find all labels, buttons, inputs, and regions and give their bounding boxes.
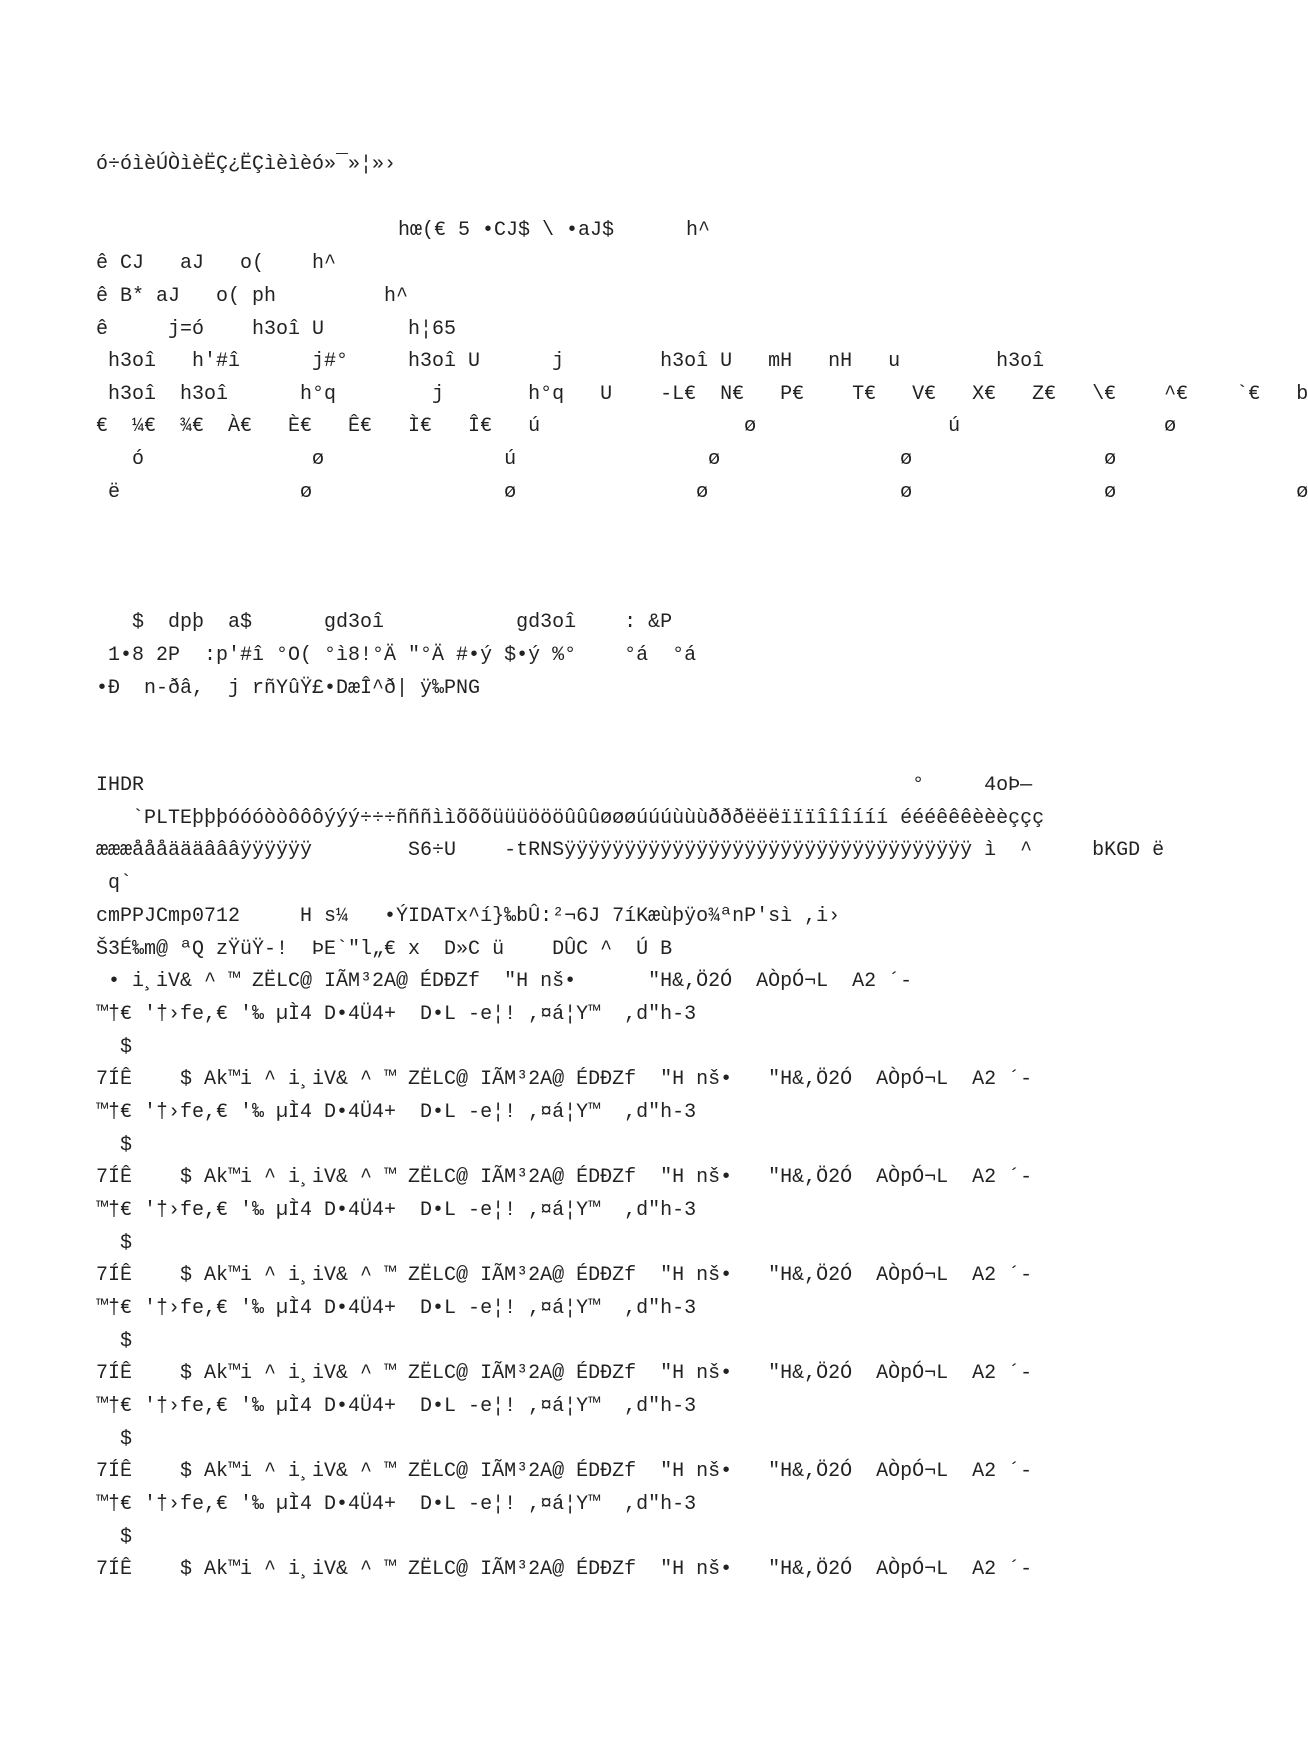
text-line-22: $ [96, 1036, 133, 1059]
text-line-10: ë ø ø ø ø ø ø [96, 481, 1308, 504]
text-line-2: hœ(€ 5 •CJ$ \ •aJ$ h^ [398, 219, 711, 242]
text-line-38: 7ÍÊ $ Ak™i ^ i¸iV& ^ ™ ZËLC@ IÃM³2A@ ÉDÐZf "H nš• "H&,Ö2Ó AÒpÓ¬L A2 ´- [96, 1558, 1033, 1581]
text-line-13: •Ð n-ðâ, j rñYûŸ£•DæÎ^ð| ÿ‰PNG [96, 677, 481, 700]
text-line-15: `PLTEþþþóóóòòôôôýýý÷÷÷ñññììõõõüüüöööûûûøøøúúúùùùðððëëëïïïîîîííí éééêêêèèèççç [96, 807, 1045, 830]
text-line-8: € ¼€ ¾€ À€ È€ Ê€ Ì€ Î€ ú ø ú ø [96, 415, 1177, 438]
text-line-20: • i¸iV& ^ ™ ZËLC@ IÃM³2A@ ÉDÐZf "H nš• "H&,Ö2Ó AÒpÓ¬L A2 ´- [96, 970, 913, 993]
text-line-19: Š3É‰m@ ªQ zŸüŸ-! ÞE`"l„€ x D»C ü DÛC ^ Ú B [96, 938, 673, 961]
text-line-28: $ [96, 1232, 133, 1255]
text-line-29: 7ÍÊ $ Ak™i ^ i¸iV& ^ ™ ZËLC@ IÃM³2A@ ÉDÐZf "H nš• "H&,Ö2Ó AÒpÓ¬L A2 ´- [96, 1264, 1033, 1287]
text-line-31: $ [96, 1330, 133, 1353]
text-line-4: ê B* aJ o( ph h^ [96, 285, 409, 308]
text-line-36: ™†€ '†›fe,€ '‰ µÌ4 D•4Ü4+ D•L -e¦! ,¤á¦Y™ ,d"h-3 [96, 1493, 697, 1516]
text-line-7: h3oî h3oî h°q j h°q U -L€ N€ P€ T€ V€ X€ Z€ \€ ^€ `€ b [96, 383, 1308, 406]
text-line-35: 7ÍÊ $ Ak™i ^ i¸iV& ^ ™ ZËLC@ IÃM³2A@ ÉDÐZf "H nš• "H&,Ö2Ó AÒpÓ¬L A2 ´- [96, 1460, 1033, 1483]
text-line-30: ™†€ '†›fe,€ '‰ µÌ4 D•4Ü4+ D•L -e¦! ,¤á¦Y™ ,d"h-3 [96, 1297, 697, 1320]
text-line-16: æææåååäääâââÿÿÿÿÿÿ S6÷U -tRNSÿÿÿÿÿÿÿÿÿÿÿÿÿÿÿÿÿÿÿÿÿÿÿÿÿÿÿÿÿÿÿÿÿÿ ì ^ bKGD ë [96, 839, 1165, 862]
text-line-26: 7ÍÊ $ Ak™i ^ i¸iV& ^ ™ ZËLC@ IÃM³2A@ ÉDÐZf "H nš• "H&,Ö2Ó AÒpÓ¬L A2 ´- [96, 1166, 1033, 1189]
text-line-14: IHDR ° 4oÞ— [96, 774, 1033, 797]
text-line-1: ó÷óìèÚÒìèËÇ¿ËÇìèìèó»¯»¦»› [96, 153, 397, 176]
text-line-6: h3oî h'#î j#° h3oî U j h3oî U mH nH u h3oî [96, 350, 1045, 373]
text-line-34: $ [96, 1428, 133, 1451]
text-line-32: 7ÍÊ $ Ak™i ^ i¸iV& ^ ™ ZËLC@ IÃM³2A@ ÉDÐZf "H nš• "H&,Ö2Ó AÒpÓ¬L A2 ´- [96, 1362, 1033, 1385]
text-line-27: ™†€ '†›fe,€ '‰ µÌ4 D•4Ü4+ D•L -e¦! ,¤á¦Y™ ,d"h-3 [96, 1199, 697, 1222]
text-line-5: ê j=ó h3oî U h¦65 [96, 318, 457, 341]
text-line-17: q` [96, 872, 133, 895]
text-line-12: 1•8 2P :p'#î °O( °ì8!°Ä "°Ä #•ý $•ý %° °á °á [96, 644, 697, 667]
text-line-21: ™†€ '†›fe,€ '‰ µÌ4 D•4Ü4+ D•L -e¦! ,¤á¦Y™ ,d"h-3 [96, 1003, 697, 1026]
text-line-37: $ [96, 1526, 133, 1549]
text-line-25: $ [96, 1134, 133, 1157]
text-line-23: 7ÍÊ $ Ak™i ^ i¸iV& ^ ™ ZËLC@ IÃM³2A@ ÉDÐZf "H nš• "H&,Ö2Ó AÒpÓ¬L A2 ´- [96, 1068, 1033, 1091]
text-line-33: ™†€ '†›fe,€ '‰ µÌ4 D•4Ü4+ D•L -e¦! ,¤á¦Y™ ,d"h-3 [96, 1395, 697, 1418]
text-line-11: $ dpþ a$ gd3oî gd3oî : &P [96, 611, 673, 634]
text-line-24: ™†€ '†›fe,€ '‰ µÌ4 D•4Ü4+ D•L -e¦! ,¤á¦Y™ ,d"h-3 [96, 1101, 697, 1124]
text-line-18: cmPPJCmp0712 H s¼ •ÝIDATx^í}‰bÛ:²¬6J 7íKæùþÿo¾ªnP'sì ,i› [96, 905, 841, 928]
text-line-3: ê CJ aJ o( h^ [96, 252, 337, 275]
text-line-9: ó ø ú ø ø ø [96, 448, 1117, 471]
